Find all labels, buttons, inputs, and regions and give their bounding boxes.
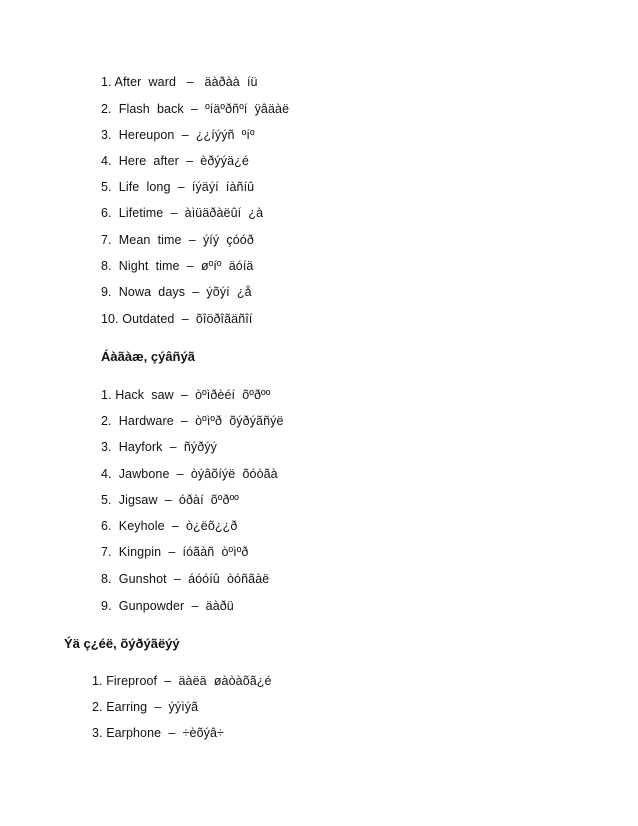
list-item: 8. Gunshot – áóóíû òóñãàë xyxy=(101,572,270,586)
list-item: 4. Here after – èðýýä¿é xyxy=(101,154,249,168)
section-3-heading: Ýä ç¿éë, õýðýãëýý xyxy=(64,636,180,651)
list-item: 2. Earring – ýýìýã xyxy=(92,700,199,714)
list-item: 3. Hereupon – ¿¿íýýñ ºíº xyxy=(101,128,255,142)
section-2-heading: Áàãàæ, çýâñýã xyxy=(101,349,195,364)
list-item: 7. Kingpin – íóãàñ òºìºð xyxy=(101,545,249,559)
list-item: 6. Lifetime – àìüäðàëûí ¿à xyxy=(101,206,264,220)
list-item: 1. Hack saw – òºìðèéí õºðºº xyxy=(101,388,271,402)
list-item: 7. Mean time – ýíý çóóð xyxy=(101,233,254,247)
list-item: 4. Jawbone – òýâõíýë õóòãà xyxy=(101,467,278,481)
list-item: 8. Night time – øºíº äóíä xyxy=(101,259,254,273)
list-item: 9. Gunpowder – äàðü xyxy=(101,599,234,613)
list-item: 1. Fireproof – äàëä øàòàõã¿é xyxy=(92,674,272,688)
list-item: 1. After ward – äàðàà íü xyxy=(101,75,258,89)
list-item: 9. Nowa days – ýõýí ¿å xyxy=(101,285,252,299)
list-item: 2. Flash back – ºíäºðñºí ÿâäàë xyxy=(101,102,290,116)
list-item: 2. Hardware – òºìºð õýðýãñýë xyxy=(101,414,284,428)
list-item: 3. Earphone – ÷èõýâ÷ xyxy=(92,726,224,740)
list-item: 10. Outdated – õîöðîãäñîí xyxy=(101,312,253,326)
list-item: 3. Hayfork – ñýðýý xyxy=(101,440,218,454)
list-item: 5. Jigsaw – óðàí õºðºº xyxy=(101,493,239,507)
list-item: 6. Keyhole – ò¿ëõ¿¿ð xyxy=(101,519,238,533)
list-item: 5. Life long – íýäýí íàñíû xyxy=(101,180,255,194)
